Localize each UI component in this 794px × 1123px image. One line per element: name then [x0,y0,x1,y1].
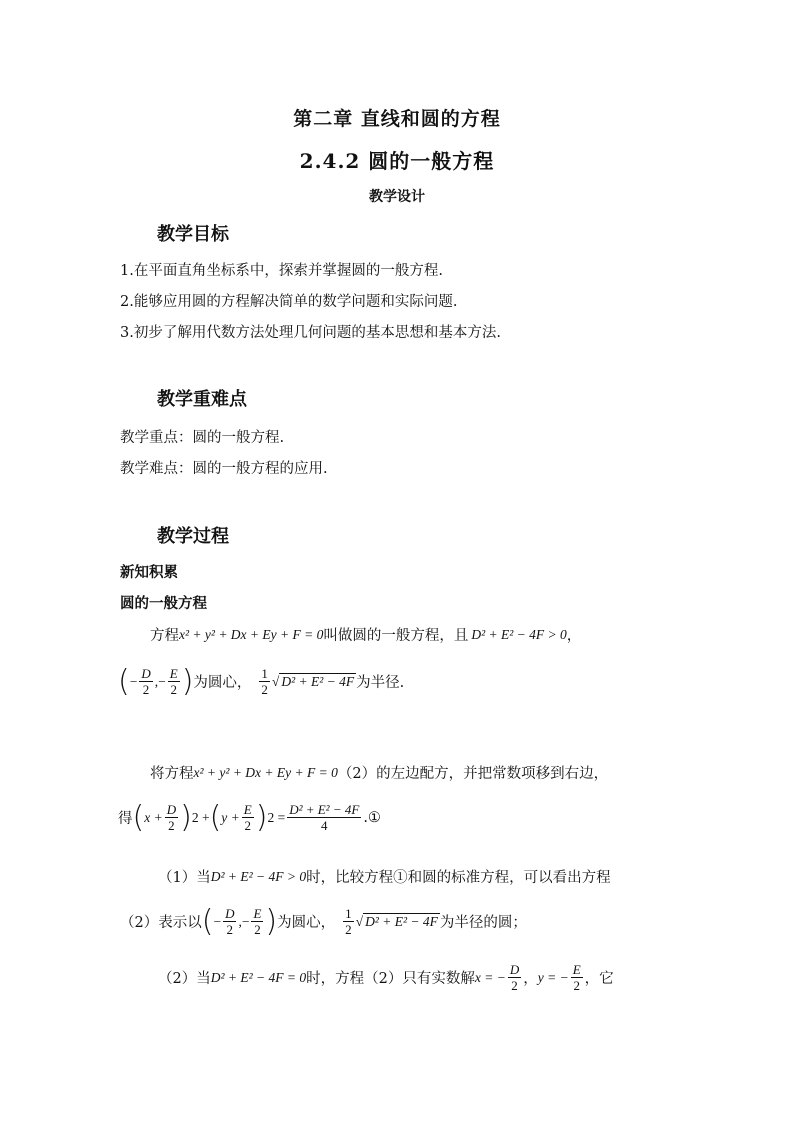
fraction-one-half [343,906,354,937]
condition-positive: D² + E² − 4F > 0 [471,626,567,642]
condition-zero: D² + E² − 4F = 0 [210,969,307,985]
solution-y: y = − [537,969,569,985]
numerator: D [509,962,520,977]
case-1-conclusion [120,903,527,939]
text-fragment: 叫做圆的一般方程，且 [323,628,469,644]
denominator: 4 [321,818,328,833]
text-fragment: 得 [118,811,133,827]
text-fragment: 将方程 [150,766,194,782]
case-2-line [158,962,614,993]
center-radius-line [118,663,405,699]
numerator: E [572,962,581,977]
numerator: D [166,802,177,817]
fraction-D-over-2 [165,802,178,833]
numerator: E [243,802,252,817]
goal-item-2: 2.能够应用圆的方程解决简单的数学问题和实际问题. [120,294,458,310]
right-paren: ) [255,799,268,835]
goals-heading: 教学目标 [157,224,229,245]
numerator: D [225,906,235,921]
denominator: 2 [168,818,175,833]
subheading-new-knowledge: 新知积累 [120,564,178,581]
denominator: 2 [573,978,580,993]
general-equation-definition [150,624,581,645]
text-fragment: 为圆心， [277,915,336,931]
case-1-line [158,866,611,887]
plus-sign: + [198,809,210,825]
variable-y: y + [221,809,240,825]
sqrt-sign: √ [271,673,280,689]
equals-sign: = [274,809,286,825]
numerator: D [141,666,151,681]
difficulty-heading: 教学重难点 [157,389,247,410]
denominator: 2 [170,682,177,697]
numerator: D² + E² − 4F [289,802,360,817]
right-paren: ) [180,799,192,835]
denominator: 2 [244,818,251,833]
minus-sign: − [129,673,138,689]
text-fragment: 为圆心， [193,675,252,691]
radicand: D² + E² − 4F [365,914,438,929]
separator: ,− [154,673,166,689]
fraction-one-half [259,666,270,697]
difficult-point: 教学难点：圆的一般方程的应用. [120,461,328,477]
numerator: E [253,906,262,921]
equation-general: x² + y² + Dx + Ey + F = 0 [179,626,324,642]
exponent: 2 [267,809,275,825]
text-fragment: 为半径. [356,675,405,691]
text-fragment: 时，比较方程①和圆的标准方程，可以看出方程 [306,870,611,886]
complete-square-intro [150,762,608,783]
fraction-D-over-2 [223,906,236,937]
fraction-D-over-2 [508,962,521,993]
text-fragment: （2）的左边配方，并把常数项移到右边， [337,766,609,782]
document-subtitle: 教学设计 [369,189,425,205]
fraction-radius-squared [287,802,361,833]
left-paren: ( [209,799,222,835]
text-fragment: ，它 [584,971,614,987]
right-paren: ) [181,663,194,699]
subheading-general-equation: 圆的一般方程 [120,595,207,612]
fraction-E-over-2 [168,666,180,697]
text-fragment: ， [523,971,538,987]
standard-form-equation [118,799,381,835]
left-paren: ( [118,663,130,699]
text-fragment: 方程 [150,628,179,644]
numerator: 1 [345,906,352,921]
goal-item-3: 3.初步了解用代数方法处理几何问题的基本思想和基本方法. [120,325,501,341]
left-paren: ( [201,903,214,939]
chapter-title: 第二章 直线和圆的方程 [293,108,501,130]
text-fragment: ， [566,628,582,644]
separator: ,− [238,913,250,929]
denominator: 2 [254,922,261,937]
denominator: 2 [261,682,268,697]
equation-number: .① [363,809,381,826]
numerator: E [169,666,178,681]
goal-item-1: 1.在平面直角坐标系中，探索并掌握圆的一般方程. [120,263,443,279]
variable-x: x + [144,809,163,825]
fraction-E-over-2 [242,802,254,833]
text-fragment: （2）当 [158,971,211,987]
exponent: 2 [191,809,199,825]
fraction-E-over-2 [251,906,263,937]
text-fragment: （2）表示以 [120,915,202,931]
equation-general: x² + y² + Dx + Ey + F = 0 [193,764,338,780]
left-paren: ( [132,799,145,835]
solution-x: x = − [474,969,506,985]
right-paren: ) [265,903,278,939]
minus-sign: − [213,913,222,929]
key-point: 教学重点：圆的一般方程. [120,430,285,446]
fraction-D-over-2 [139,666,152,697]
process-heading: 教学过程 [157,526,229,547]
denominator: 2 [226,922,234,937]
denominator: 2 [511,978,518,993]
text-fragment: 为半径的圆； [439,915,527,931]
radicand: D² + E² − 4F [281,674,355,689]
numerator: 1 [261,666,268,681]
section-title: 2.4.2 圆的一般方程 [299,149,495,173]
sqrt-sign: √ [355,913,364,929]
text-fragment: 时，方程（2）只有实数解 [306,971,475,987]
denominator: 2 [345,922,352,937]
text-fragment: （1）当 [158,870,211,886]
fraction-E-over-2 [571,962,583,993]
condition-positive: D² + E² − 4F > 0 [210,868,307,884]
denominator: 2 [142,682,150,697]
